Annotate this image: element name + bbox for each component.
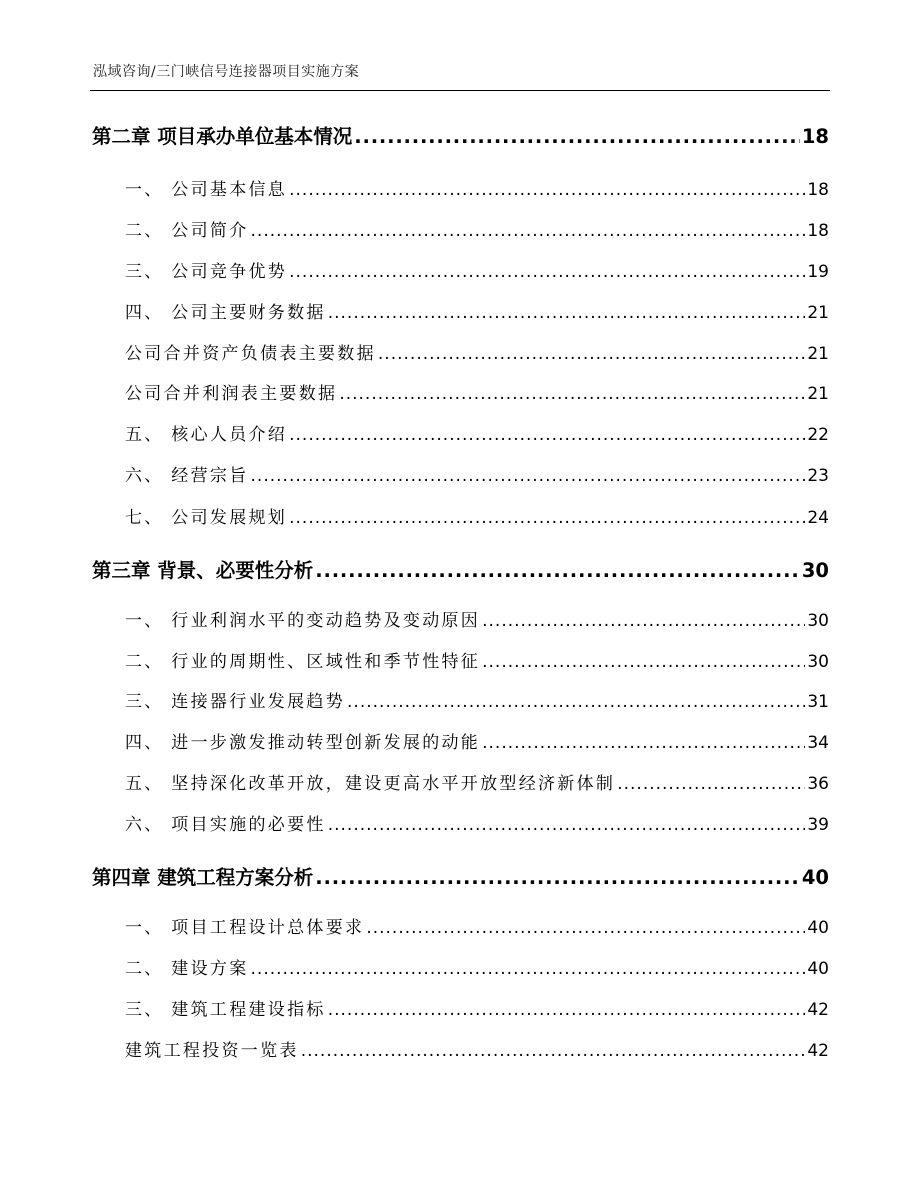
toc-entry-label: 六、 经营宗旨 (125, 466, 249, 486)
toc-entry-label: 二、 建设方案 (125, 959, 249, 979)
toc-leader-dots (482, 733, 805, 753)
toc-leader-dots (315, 866, 800, 889)
toc-entry-page: 18 (807, 180, 829, 200)
toc-entry-label: 五、 核心人员介绍 (125, 425, 288, 445)
toc-entry-page: 19 (807, 262, 829, 282)
toc-entry[interactable] (125, 503, 829, 528)
toc-leader-dots (328, 815, 806, 835)
toc-leader-dots (339, 384, 805, 404)
toc-leader-dots (617, 774, 805, 794)
toc-entry-page: 18 (801, 125, 829, 148)
toc-entry-page: 23 (807, 466, 829, 486)
toc-entry[interactable] (125, 257, 829, 282)
toc-leader-dots (289, 425, 805, 445)
toc-leader-dots (315, 559, 800, 582)
toc-leader-dots (251, 466, 806, 486)
toc-entry[interactable] (125, 461, 829, 486)
toc-entry-page: 42 (807, 1041, 829, 1061)
toc-entry-label: 公司合并资产负债表主要数据 (125, 344, 376, 364)
toc-entry-label: 七、 公司发展规划 (125, 508, 288, 528)
toc-entry-page: 21 (807, 384, 829, 404)
toc-entry[interactable] (125, 339, 829, 364)
toc-entry-page: 40 (807, 959, 829, 979)
toc-entry[interactable] (125, 175, 829, 200)
toc-entry-label: 二、 公司简介 (125, 221, 249, 241)
toc-entry-page: 18 (807, 221, 829, 241)
toc-entry-chapter-2[interactable] (92, 121, 829, 149)
toc-entry[interactable] (125, 606, 829, 631)
toc-leader-dots (482, 652, 805, 672)
toc-leader-dots (354, 125, 800, 148)
toc-entry-label: 一、 公司基本信息 (125, 180, 288, 200)
toc-leader-dots (347, 692, 805, 712)
toc-leader-dots (482, 611, 805, 631)
toc-entry-label: 四、 进一步激发推动转型创新发展的动能 (125, 733, 481, 753)
toc-entry-page: 40 (801, 866, 829, 889)
toc-entry[interactable] (125, 995, 829, 1020)
toc-entry-page: 21 (807, 303, 829, 323)
toc-leader-dots (289, 180, 805, 200)
toc-entry[interactable] (125, 913, 829, 938)
toc-entry-page: 34 (807, 733, 829, 753)
toc-entry-label: 四、 公司主要财务数据 (125, 303, 326, 323)
toc-entry-label: 公司合并利润表主要数据 (125, 384, 338, 404)
toc-entry-page: 22 (807, 425, 829, 445)
toc-entry-page: 40 (807, 918, 829, 938)
toc-entry[interactable] (125, 728, 829, 753)
toc-entry-page: 36 (807, 774, 829, 794)
toc-entry-label: 建筑工程投资一览表 (125, 1041, 299, 1061)
toc-entry[interactable] (125, 810, 829, 835)
toc-entry-label: 三、 连接器行业发展趋势 (125, 692, 346, 712)
toc-entry[interactable] (125, 379, 829, 404)
toc-entry-page: 30 (807, 652, 829, 672)
toc-entry-label: 一、 行业利润水平的变动趋势及变动原因 (125, 611, 481, 631)
toc-entry-page: 30 (801, 559, 829, 582)
toc-entry-page: 21 (807, 344, 829, 364)
toc-leader-dots (251, 959, 806, 979)
toc-entry-label: 三、 公司竞争优势 (125, 262, 288, 282)
toc-entry[interactable] (125, 1036, 829, 1061)
toc-entry-label: 三、 建筑工程建设指标 (125, 1000, 326, 1020)
toc-leader-dots (328, 1000, 806, 1020)
toc-entry-label: 一、 项目工程设计总体要求 (125, 918, 365, 938)
toc-entry[interactable] (125, 769, 829, 794)
toc-entry-page: 42 (807, 1000, 829, 1020)
toc-leader-dots (328, 303, 806, 323)
toc-leader-dots (289, 262, 805, 282)
toc-entry-label: 第二章 项目承办单位基本情况 (92, 125, 353, 148)
toc-entry[interactable] (125, 298, 829, 323)
toc-entry-label: 五、 坚持深化改革开放，建设更高水平开放型经济新体制 (125, 774, 616, 794)
toc-entry-label: 六、 项目实施的必要性 (125, 815, 326, 835)
toc-entry[interactable] (125, 954, 829, 979)
toc-entry-page: 39 (807, 815, 829, 835)
toc-leader-dots (378, 344, 805, 364)
running-header: 泓域咨询/三门峡信号连接器项目实施方案 (93, 64, 360, 80)
toc-entry-label: 第三章 背景、必要性分析 (92, 559, 314, 582)
toc-entry-page: 31 (807, 692, 829, 712)
toc-leader-dots (289, 508, 805, 528)
toc-entry-chapter-3[interactable] (92, 555, 829, 583)
toc-entry[interactable] (125, 647, 829, 672)
toc-entry[interactable] (125, 687, 829, 712)
toc-entry[interactable] (125, 216, 829, 241)
toc-entry-chapter-4[interactable] (92, 862, 829, 890)
toc-entry-page: 30 (807, 611, 829, 631)
toc-entry-label: 第四章 建筑工程方案分析 (92, 866, 314, 889)
toc-entry-label: 二、 行业的周期性、区域性和季节性特征 (125, 652, 481, 672)
toc-leader-dots (301, 1041, 806, 1061)
toc-leader-dots (251, 221, 806, 241)
toc-entry-page: 24 (807, 508, 829, 528)
toc-leader-dots (366, 918, 805, 938)
toc-entry[interactable] (125, 420, 829, 445)
